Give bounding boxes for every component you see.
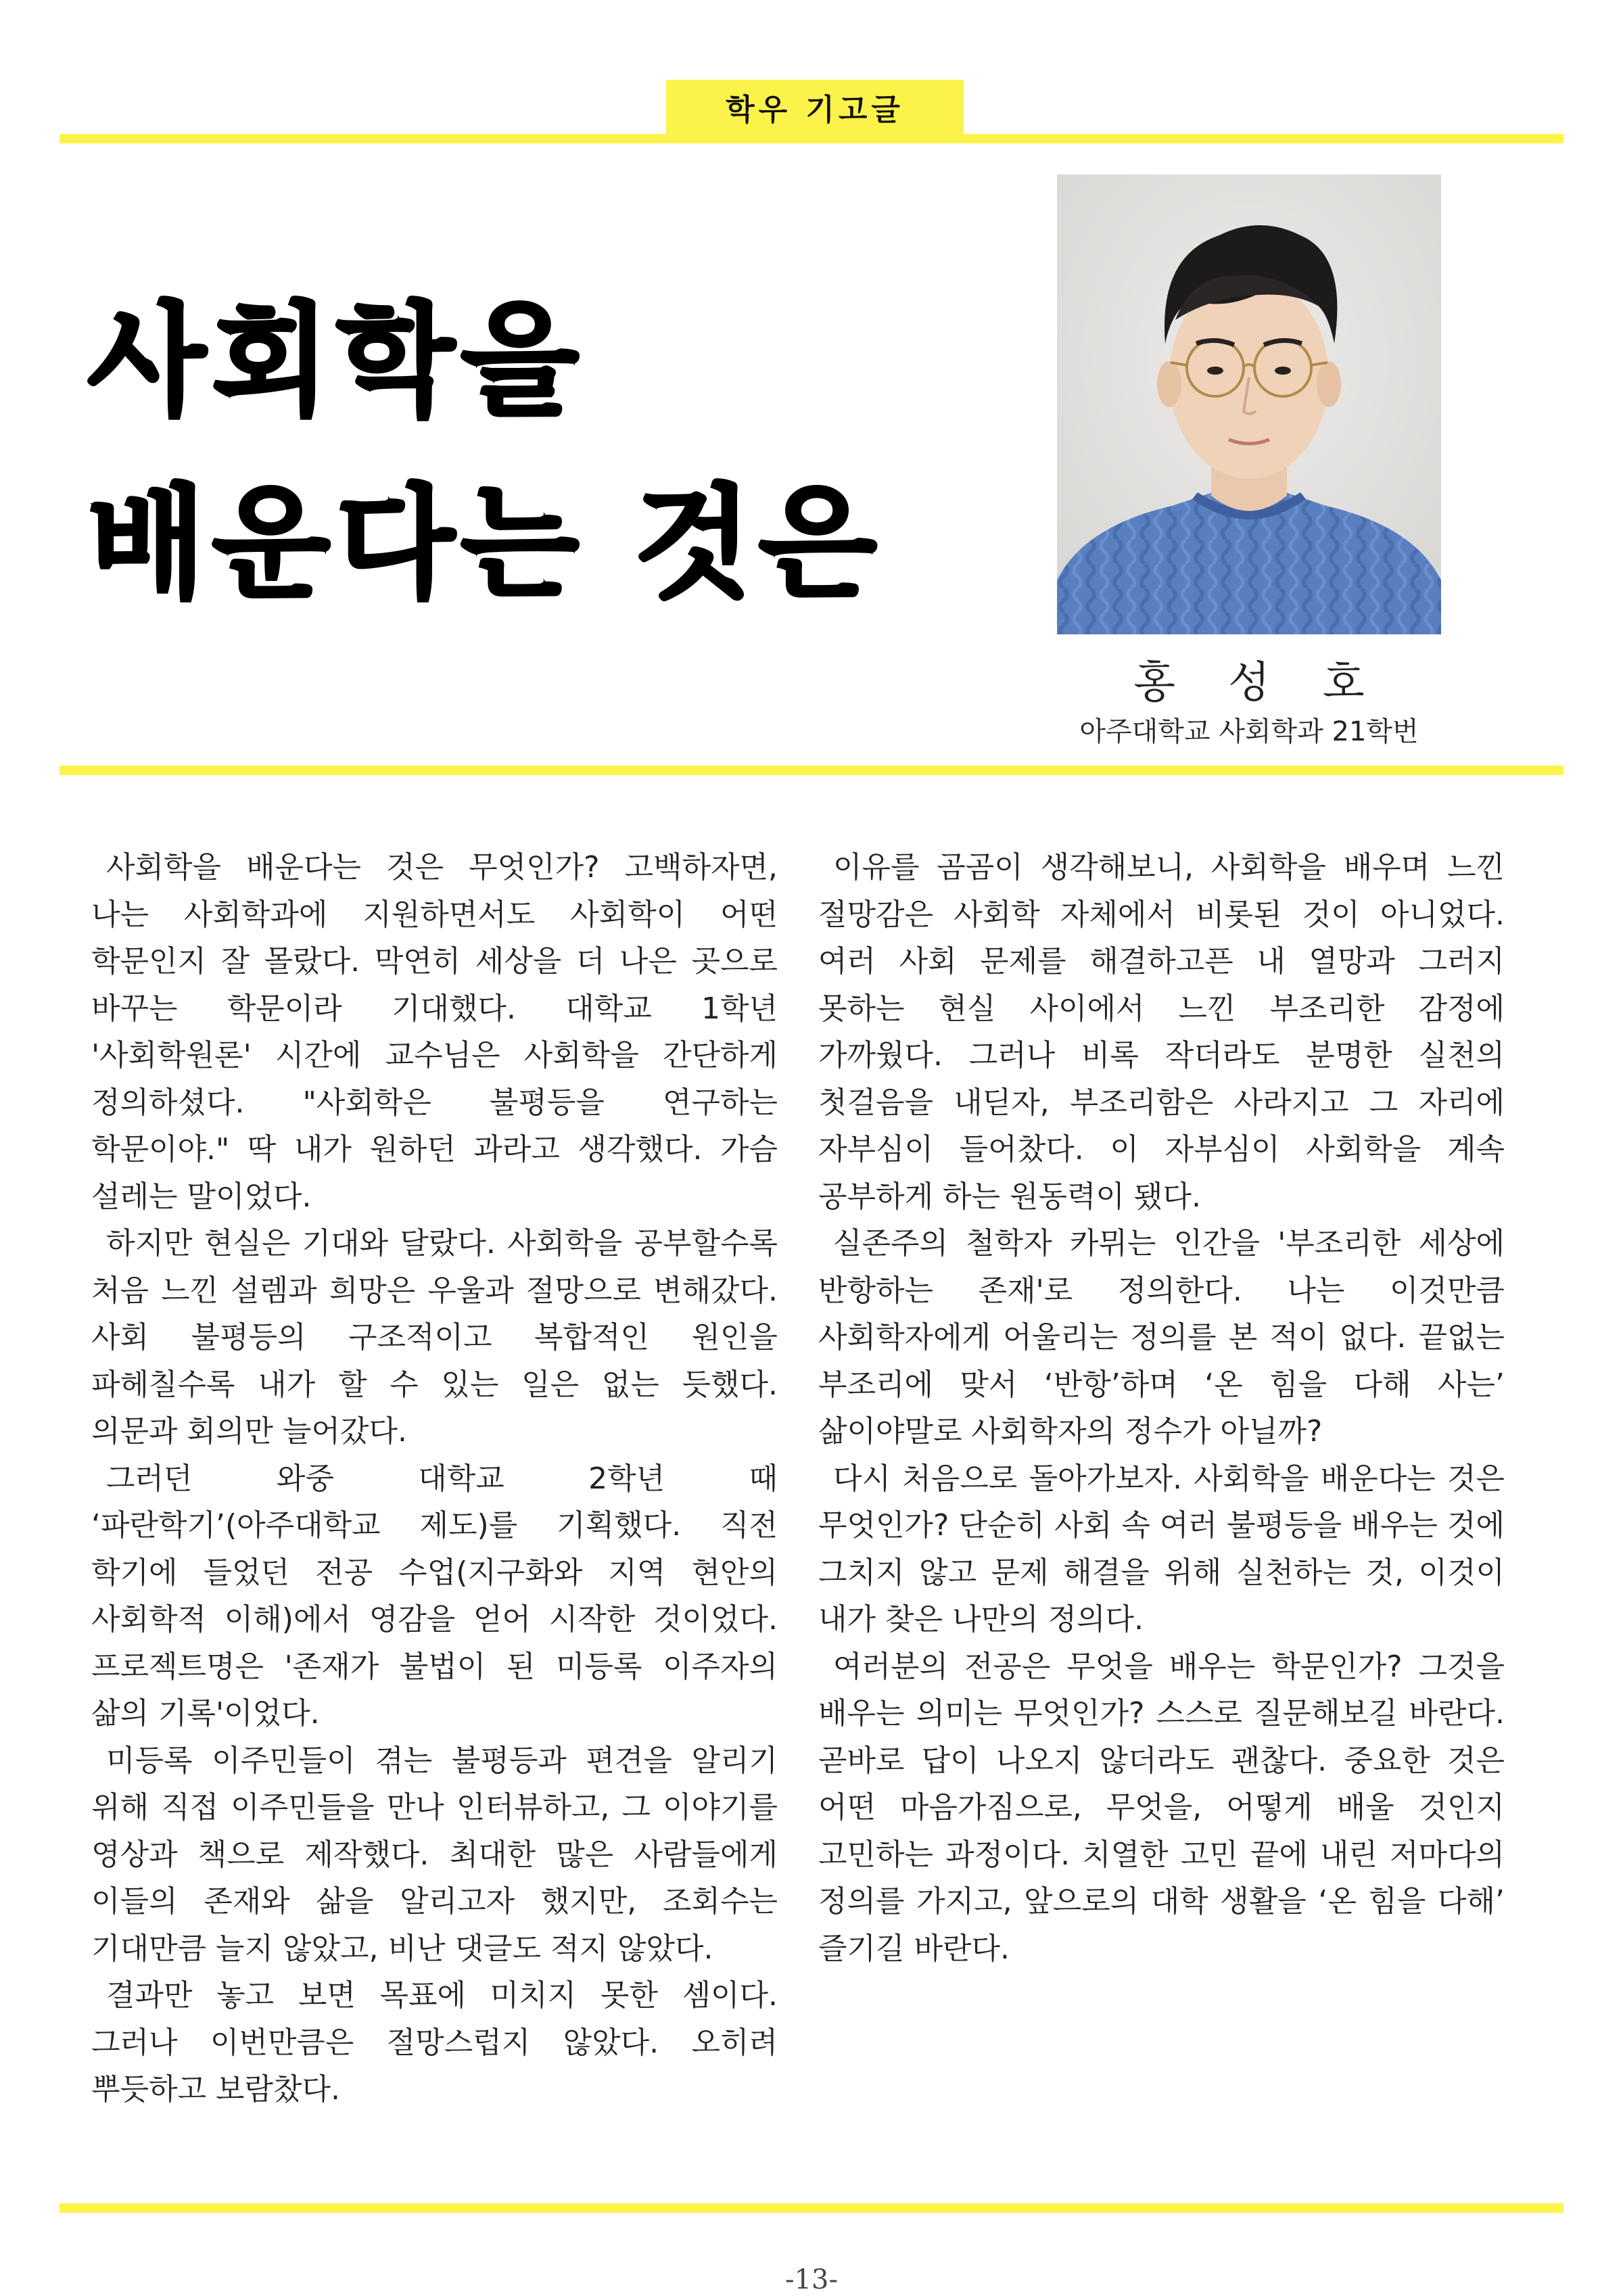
paragraph: 사회학을 배운다는 것은 무엇인가? 고백하자면, 나는 사회학과에 지원하면서도 사회학이 어떤 학문인지 잘 몰랐다. 막연히 세상을 더 나은 곳으로 바꾸는 학문이라 기대했다. 대학교 1학년 '사회학원론' 시간에 교수님은 사회학을 간단하게 정의하셨다. "사회학은 불평등을 연구하는 학문이야." 딱 내가 원하던 과라고 생각했다. 가슴 설레는 말이었다. [91,850,778,1214]
paragraph: 실존주의 철학자 카뮈는 인간을 '부조리한 세상에 반항하는 존재'로 정의한다. 나는 이것만큼 사회학자에게 어울리는 정의를 본 적이 없다. 끝없는 부조리에 맞서 ‘반항’하며 ‘온 힘을 다해 사는’ 삶이야말로 사회학자의 정수가 아닐까? [818,1226,1505,1449]
page-number: -13- [785,2264,838,2295]
title-line-1: 사회학을 [88,291,586,432]
paragraph: 그러던 와중 대학교 2학년 때 ‘파란학기’(아주대학교 제도)를 기획했다. 직전 학기에 들었던 전공 수업(지구화와 지역 현안의 사회학적 이해)에서 영감을 얻어 시작한 것이었다. 프로젝트명은 '존재가 불법이 된 미등록 이주자의 삶의 기록'이었다. [91,1461,778,1731]
top-divider [60,134,1563,143]
paragraph: 다시 처음으로 돌아가보자. 사회학을 배운다는 것은 무엇인가? 단순히 사회 속 여러 불평등을 배우는 것에 그치지 않고 문제 해결을 위해 실천하는 것, 이것이 내가 찾은 나만의 정의다. [818,1461,1505,1637]
article-title [88,271,1021,636]
author-affiliation: 아주대학교 사회학과 21학번 [1079,716,1419,747]
author-photo [1057,174,1441,634]
section-label: 학우 기고글 [666,80,964,134]
bottom-divider [60,2203,1563,2213]
title-divider [60,766,1563,775]
author-name: 홍성호 [1133,658,1417,708]
article-column-right [818,844,1505,1972]
paragraph: 여러분의 전공은 무엇을 배우는 학문인가? 그것을 배우는 의미는 무엇인가? 스스로 질문해보길 바란다. 곧바로 답이 나오지 않더라도 괜찮다. 중요한 것은 어떤 마음가짐으로, 무엇을, 어떻게 배울 것인지 고민하는 과정이다. 치열한 고민 끝에 내린 저마다의 정의를 가지고, 앞으로의 대학 생활을 ‘온 힘을 다해’ 즐기길 바란다. [818,1649,1505,1966]
paragraph: 결과만 놓고 보면 목표에 미치지 못한 셈이다. 그러나 이번만큼은 절망스럽지 않았다. 오히려 뿌듯하고 보람찼다. [91,1978,778,2107]
title-line-2: 배운다는 것은 [88,473,883,615]
paragraph: 하지만 현실은 기대와 달랐다. 사회학을 공부할수록 처음 느낀 설렘과 희망은 우울과 절망으로 변해갔다. 사회 불평등의 구조적이고 복합적인 원인을 파헤칠수록 내가 할 수 있는 일은 없는 듯했다. 의문과 회의만 늘어갔다. [91,1226,778,1449]
paragraph: 이유를 곰곰이 생각해보니, 사회학을 배우며 느낀 절망감은 사회학 자체에서 비롯된 것이 아니었다. 여러 사회 문제를 해결하고픈 내 열망과 그러지 못하는 현실 사이에서 느낀 부조리한 감정에 가까웠다. 그러나 비록 작더라도 분명한 실천의 첫걸음을 내딛자, 부조리함은 사라지고 그 자리에 자부심이 들어찼다. 이 자부심이 사회학을 계속 공부하게 하는 원동력이 됐다. [818,850,1505,1214]
article-column-left [91,844,778,2113]
paragraph: 미등록 이주민들이 겪는 불평등과 편견을 알리기 위해 직접 이주민들을 만나 인터뷰하고, 그 이야기를 영상과 책으로 제작했다. 최대한 많은 사람들에게 이들의 존재와 삶을 알리고자 했지만, 조회수는 기대만큼 늘지 않았고, 비난 댓글도 적지 않았다. [91,1743,778,1966]
